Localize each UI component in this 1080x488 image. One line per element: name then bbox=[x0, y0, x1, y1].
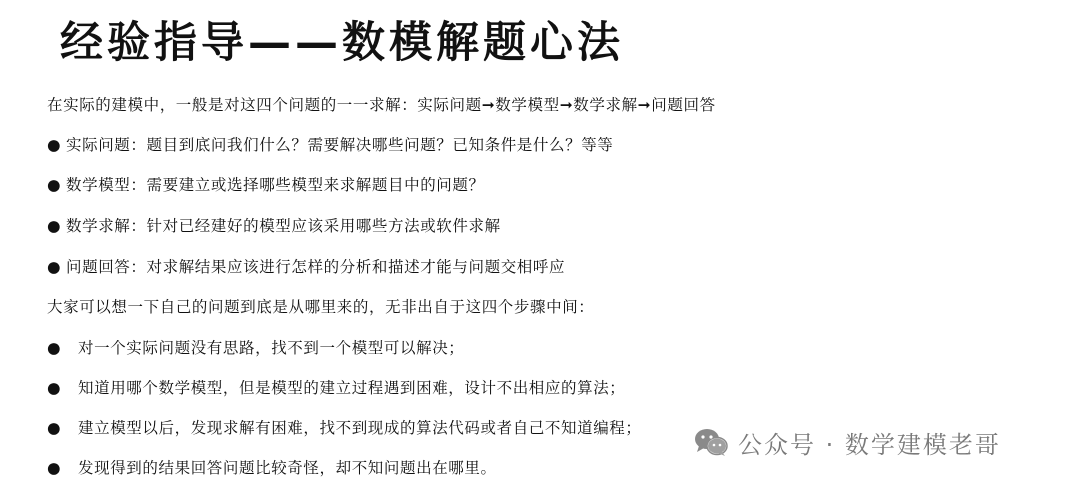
list-item-difficulty-2 bbox=[47, 378, 625, 398]
watermark bbox=[694, 422, 1001, 462]
bullet-icon: ● bbox=[47, 379, 62, 397]
bullet-icon: ● bbox=[47, 258, 62, 276]
list-item-text: 问题回答：对求解结果应该进行怎样的分析和描述才能与问题交相呼应 bbox=[66, 258, 566, 276]
bullet-icon: ● bbox=[47, 339, 62, 357]
bullet-icon: ● bbox=[47, 176, 62, 194]
bullet-icon: ● bbox=[47, 459, 62, 477]
list-item-step-3 bbox=[47, 216, 501, 236]
list-item-step-2 bbox=[47, 175, 485, 195]
watermark-text: 公众号 · 数学建模老哥 bbox=[738, 430, 1001, 459]
bullet-icon: ● bbox=[47, 217, 62, 235]
bullet-icon: ● bbox=[47, 136, 62, 154]
list-item-difficulty-4 bbox=[47, 458, 497, 478]
list-item-difficulty-1 bbox=[47, 338, 464, 358]
page-title: 经验指导——数模解题心法 bbox=[60, 18, 624, 68]
summary-text: 大家可以想一下自己的问题到底是从哪里来的，无非出自于这四个步骤中间： bbox=[47, 298, 595, 316]
list-item-step-1 bbox=[47, 135, 613, 155]
list-item-text: 数学求解：针对已经建好的模型应该采用哪些方法或软件求解 bbox=[66, 217, 501, 235]
list-item-text: 对一个实际问题没有思路，找不到一个模型可以解决； bbox=[78, 339, 465, 357]
wechat-icon bbox=[694, 427, 728, 457]
list-item-text: 知道用哪个数学模型，但是模型的建立过程遇到困难，设计不出相应的算法； bbox=[78, 379, 626, 397]
intro-text: 在实际的建模中，一般是对这四个问题的一一求解：实际问题➞数学模型➞数学求解➞问题回答 bbox=[47, 96, 716, 114]
list-item-text: 建立模型以后，发现求解有困难，找不到现成的算法代码或者自己不知道编程； bbox=[78, 419, 642, 437]
list-item-step-4 bbox=[47, 257, 565, 277]
bullet-icon: ● bbox=[47, 419, 62, 437]
list-item-text: 实际问题：题目到底问我们什么？需要解决哪些问题？已知条件是什么？等等 bbox=[66, 136, 614, 154]
list-item-difficulty-3 bbox=[47, 418, 642, 438]
list-item-text: 发现得到的结果回答问题比较奇怪，却不知问题出在哪里。 bbox=[78, 459, 497, 477]
list-item-text: 数学模型：需要建立或选择哪些模型来求解题目中的问题？ bbox=[66, 176, 485, 194]
